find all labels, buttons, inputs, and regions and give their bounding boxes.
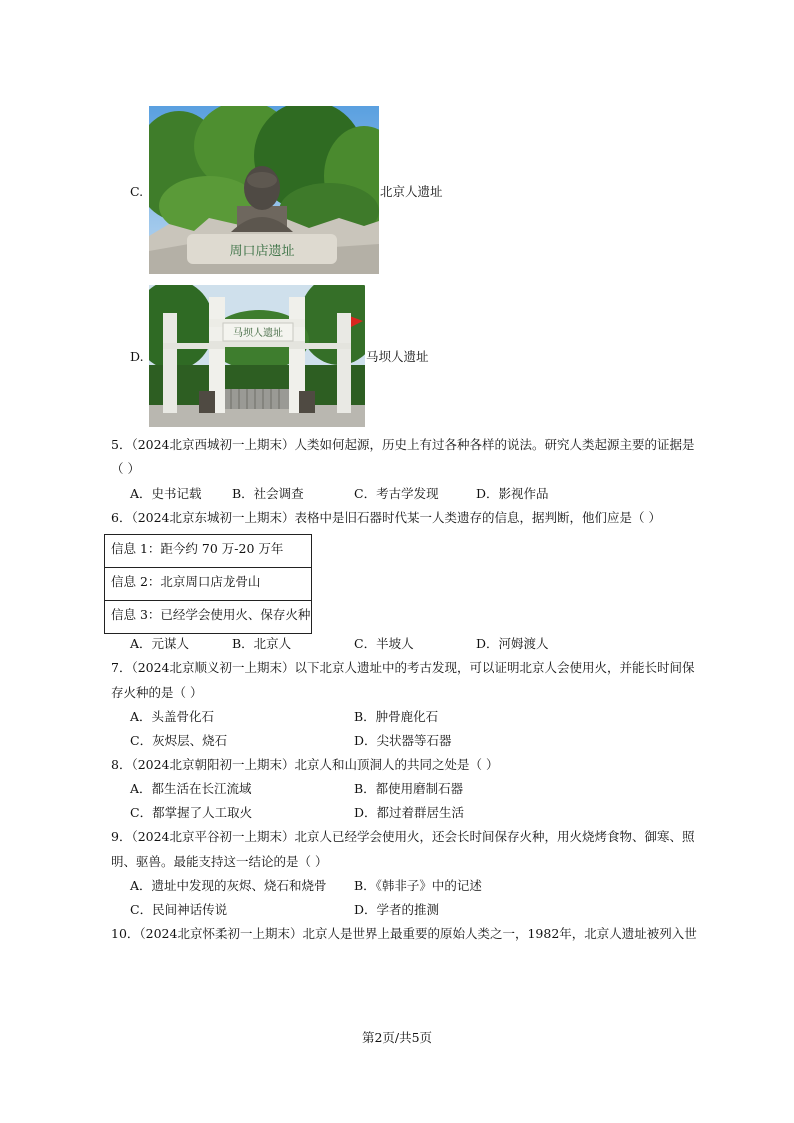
q6-option-b[interactable]: B．北京人: [232, 636, 292, 651]
q5-stem-line1: 5．（2024北京西城初一上期末）人类如何起源，历史上有过各种各样的说法。研究人类起源主要的证据是: [111, 437, 695, 452]
option-c-letter: C.: [130, 184, 144, 199]
option-c-caption: 北京人遗址: [380, 184, 443, 199]
q8-stem-line1: 8．（2024北京朝阳初一上期末）北京人和山顶洞人的共同之处是（ ）: [111, 757, 499, 772]
option-d-caption: 马坝人遗址: [366, 349, 429, 364]
q7-option-c[interactable]: C．灰烬层、烧石: [130, 733, 228, 748]
maba-gate-image: [149, 285, 365, 427]
gate-plaque-text: 马坝人遗址: [233, 328, 283, 339]
q5-option-d[interactable]: D．影视作品: [476, 486, 549, 501]
q7-option-d[interactable]: D．尖状器等石器: [354, 733, 452, 748]
q6-stem-line1: 6．（2024北京东城初一上期末）表格中是旧石器时代某一人类遗存的信息，据判断，他们应是（ ）: [111, 510, 661, 525]
q5-option-a[interactable]: A．史书记载: [130, 486, 202, 501]
q7-stem-line2: 存火种的是（ ）: [111, 685, 203, 700]
zhoukoudian-bust-image: [149, 106, 379, 274]
q9-option-c[interactable]: C．民间神话传说: [130, 902, 228, 917]
q8-option-c[interactable]: C．都掌握了人工取火: [130, 805, 253, 820]
q5-stem-line2: （ ）: [111, 461, 140, 476]
info-row-3: 信息 3：已经学会使用火、保存火种: [111, 607, 311, 622]
q9-option-b[interactable]: B．《韩非子》中的记述: [354, 878, 482, 893]
q6-info-table: [104, 534, 312, 634]
zhoukoudian-site-photo: [149, 106, 379, 274]
q9-stem-line1: 9．（2024北京平谷初一上期末）北京人已经学会使用火，还会长时间保存火种，用火烧烤食物、御寒、照: [111, 829, 695, 844]
maba-site-photo: [149, 285, 365, 427]
q8-option-a[interactable]: A．都生活在长江流域: [130, 781, 252, 796]
q5-option-b[interactable]: B．社会调查: [232, 486, 304, 501]
info-row-2: 信息 2：北京周口店龙骨山: [105, 568, 311, 601]
q7-option-a[interactable]: A．头盖骨化石: [130, 709, 215, 724]
option-d-letter: D.: [130, 349, 144, 364]
q6-option-a[interactable]: A．元谋人: [130, 636, 190, 651]
q6-option-d[interactable]: D．河姆渡人: [476, 636, 549, 651]
site-sign-text: 周口店遗址: [229, 244, 295, 259]
q8-option-d[interactable]: D．都过着群居生活: [354, 805, 465, 820]
page-footer: 第2页/共5页: [361, 1030, 433, 1045]
q9-option-a[interactable]: A．遗址中发现的灰烬、烧石和烧骨: [130, 878, 327, 893]
q7-option-b[interactable]: B．肿骨鹿化石: [354, 709, 439, 724]
q9-stem-line2: 明、驱兽。最能支持这一结论的是（ ）: [111, 854, 328, 869]
q7-stem-line1: 7．（2024北京顺义初一上期末）以下北京人遗址中的考古发现，可以证明北京人会使用火，并能长时间保: [111, 660, 695, 675]
q9-option-d[interactable]: D．学者的推测: [354, 902, 440, 917]
q10-stem-line1: 10．（2024北京怀柔初一上期末）北京人是世界上最重要的原始人类之一，1982年，北京人遗址被列入世: [111, 926, 697, 941]
q6-option-c[interactable]: C．半坡人: [354, 636, 414, 651]
info-row-1: 信息 1：距今约 70 万-20 万年: [105, 535, 311, 568]
q5-option-c[interactable]: C．考古学发现: [354, 486, 439, 501]
q8-option-b[interactable]: B．都使用磨制石器: [354, 781, 464, 796]
